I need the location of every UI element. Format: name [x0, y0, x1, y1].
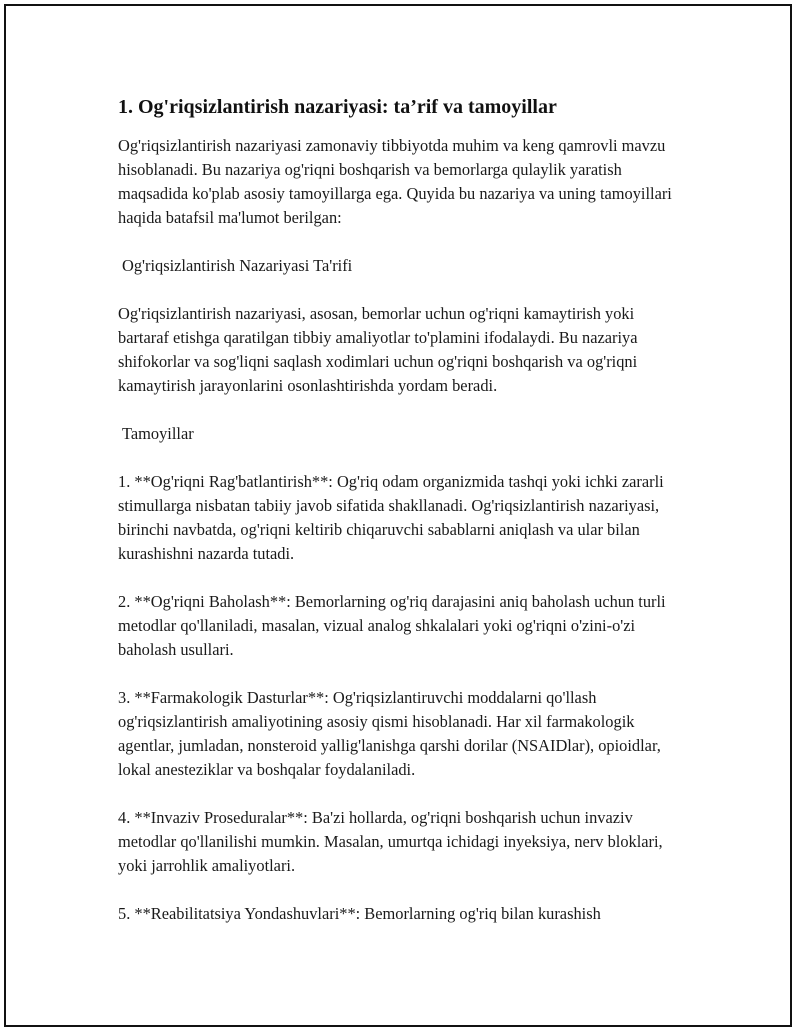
definition-paragraph: Og'riqsizlantirish nazariyasi, asosan, bemorlar uchun og'riqni kamaytirish yoki bartaraf etishga qaratilgan tibbiy amaliyotlar to'plamini ifodalaydi. Bu nazariya shifokorlar va sog'liqni saqlash xodimlari uchun og'riqni boshqarish va og'riqni kamaytirish jarayonlarini osonlashtirishda yordam beradi. — [118, 304, 638, 395]
principle-item-5: 5. **Reabilitatsiya Yondashuvlari**: Bemorlarning og'riq bilan kurashish — [118, 904, 601, 923]
principle-item-3: 3. **Farmakologik Dasturlar**: Og'riqsizlantiruvchi moddalarni qo'llash og'riqsizlantirish amaliyotining asosiy qismi hisoblanadi. Har xil farmakologik agentlar, jumladan, nonsteroid yallig'lanishga qarshi dorilar (NSAIDlar), opioidlar, lokal anesteziklar va boshqalar foydalaniladi. — [118, 688, 661, 779]
principle-item-4: 4. **Invaziv Proseduralar**: Ba'zi hollarda, og'riqni boshqarish uchun invaziv metodlar qo'llanilishi mumkin. Masalan, umurtqa ichidagi inyeksiya, nerv bloklari, yoki jarrohlik amaliyotlari. — [118, 808, 663, 875]
principle-item-1: 1. **Og'riqni Rag'batlantirish**: Og'riq odam organizmida tashqi yoki ichki zararli stimullarga nisbatan tabiiy javob sifatida shakllanadi. Og'riqsizlantirish nazariyasi, birinchi navbatda, og'riqni keltirib chiqaruvchi sabablarni aniqlash va ular bilan kurashishni nazarda tutadi. — [118, 472, 664, 563]
document-body — [118, 94, 688, 926]
document-title: 1. Og'riqsizlantirish nazariyasi: ta’rif va tamoyillar — [118, 96, 557, 118]
intro-paragraph: Og'riqsizlantirish nazariyasi zamonaviy tibbiyotda muhim va keng qamrovli mavzu hisoblanadi. Bu nazariya og'riqni boshqarish va bemorlarga qulaylik yaratish maqsadida ko'plab asosiy tamoyillarga ega. Quyida bu nazariya va uning tamoyillari haqida batafsil ma'lumot berilgan: — [118, 136, 672, 227]
principles-heading: Tamoyillar — [122, 424, 194, 443]
definition-heading: Og'riqsizlantirish Nazariyasi Ta'rifi — [122, 256, 353, 275]
principle-item-2: 2. **Og'riqni Baholash**: Bemorlarning og'riq darajasini aniq baholash uchun turli metodlar qo'llaniladi, masalan, vizual analog shkalalari yoki og'riqni o'zini-o'zi baholash usullari. — [118, 592, 666, 659]
